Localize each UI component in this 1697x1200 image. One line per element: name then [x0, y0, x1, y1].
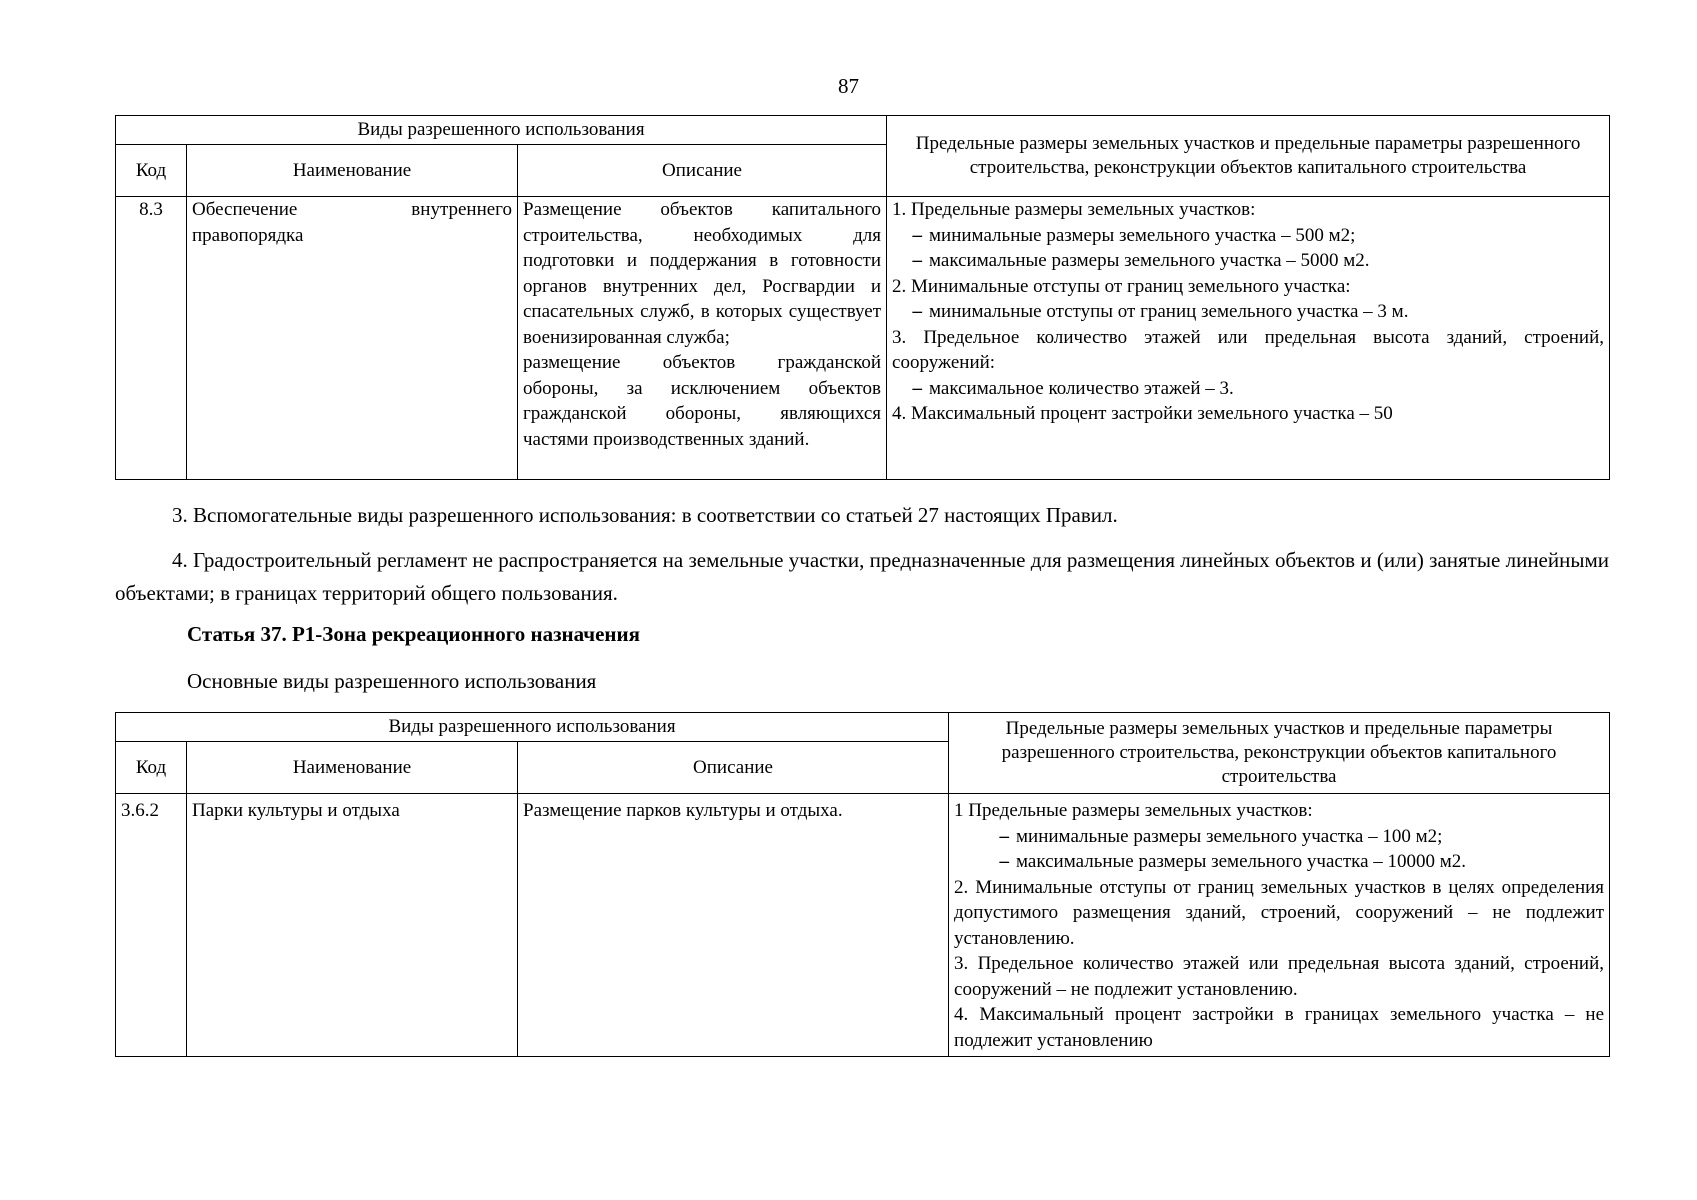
header-description-cell: Описание	[518, 742, 949, 794]
page-number: 87	[838, 74, 859, 98]
limit-item: 4. Максимальный процент застройки в границах земельного участка – не подлежит установлению	[954, 1004, 1605, 1051]
limit-subitem: – максимальные размеры земельного участка – 10000 м2.	[954, 849, 1604, 875]
regulation-table-2	[115, 712, 1610, 1057]
row-limits-cell	[949, 794, 1610, 1057]
regulation-table-1	[115, 115, 1610, 480]
header-limits-cell: Предельные размеры земельных участков и предельные параметры разрешенного строительства, реконструкции объектов капитального строительства	[887, 116, 1610, 197]
row-description-cell	[518, 197, 887, 480]
row-code-cell: 3.6.2	[116, 794, 187, 1057]
header-limits-cell: Предельные размеры земельных участков и предельные параметры разрешенного строительства, реконструкции объектов капитального строительства	[949, 713, 1610, 794]
header-group-cell: Виды разрешенного использования	[116, 116, 887, 145]
limit-subitem: – максимальные размеры земельного участка – 5000 м2.	[892, 248, 1604, 274]
limit-item: 2. Минимальные отступы от границ земельных участков в целях определения допустимого размещения зданий, строений, сооружений – не подлежит установлению.	[954, 876, 1605, 949]
table-header-row	[116, 116, 1610, 145]
header-group-cell: Виды разрешенного использования	[116, 713, 949, 742]
description-paragraph: Размещение объектов капитального строительства, необходимых для подготовки и поддержания в готовности органов внутренних дел, Росгвардии и спасательных служб, в которых существует военизированная служба;	[523, 199, 882, 348]
limit-item: 2. Минимальные отступы от границ земельного участка:	[892, 275, 1351, 297]
limit-item: 3. Предельное количество этажей или предельная высота зданий, строений, сооружений – не подлежит установлению.	[954, 953, 1605, 1000]
table-header-row	[116, 713, 1610, 742]
row-limits-cell	[887, 197, 1610, 480]
paragraph-4: 4. Градостроительный регламент не распространяется на земельные участки, предназначенные для размещения линейных объектов и (или) занятые линейными объектами; в границах территорий общего пользования.	[115, 548, 1609, 605]
header-description-cell: Описание	[518, 145, 887, 197]
limit-subitem: – минимальные отступы от границ земельного участка – 3 м.	[892, 299, 1604, 325]
header-name-cell: Наименование	[187, 742, 518, 794]
row-description-cell: Размещение парков культуры и отдыха.	[518, 794, 949, 1057]
row-code-cell: 8.3	[116, 197, 187, 480]
paragraph-3: 3. Вспомогательные виды разрешенного использования: в соответствии со статьей 27 настоящих Правил.	[172, 503, 1118, 527]
header-code-cell: Код	[116, 145, 187, 197]
limit-item: 3. Предельное количество этажей или предельная высота зданий, строений, сооружений:	[892, 326, 1605, 373]
limit-item: 1. Предельные размеры земельных участков:	[892, 199, 1256, 220]
header-code-cell: Код	[116, 742, 187, 794]
limit-subitem: – минимальные размеры земельного участка – 100 м2;	[954, 824, 1604, 850]
description-paragraph: размещение объектов гражданской обороны, за исключением объектов гражданской обороны, являющихся частями производственных зданий.	[523, 352, 882, 450]
table-row	[116, 197, 1610, 480]
row-name-cell: Парки культуры и отдыха	[187, 794, 518, 1057]
section-subheading: Основные виды разрешенного использования	[187, 669, 597, 693]
article-heading: Статья 37. Р1-Зона рекреационного назначения	[187, 622, 640, 646]
limit-item: 4. Максимальный процент застройки земельного участка – 50	[892, 403, 1393, 424]
limit-subitem: – минимальные размеры земельного участка – 500 м2;	[892, 223, 1604, 249]
limit-subitem: – максимальное количество этажей – 3.	[892, 376, 1604, 402]
row-name-text: Обеспечение внутреннего правопорядка	[192, 199, 512, 246]
limit-item: 1 Предельные размеры земельных участков:	[954, 800, 1313, 821]
row-name-cell	[187, 197, 518, 480]
header-name-cell: Наименование	[187, 145, 518, 197]
table-row	[116, 794, 1610, 1057]
